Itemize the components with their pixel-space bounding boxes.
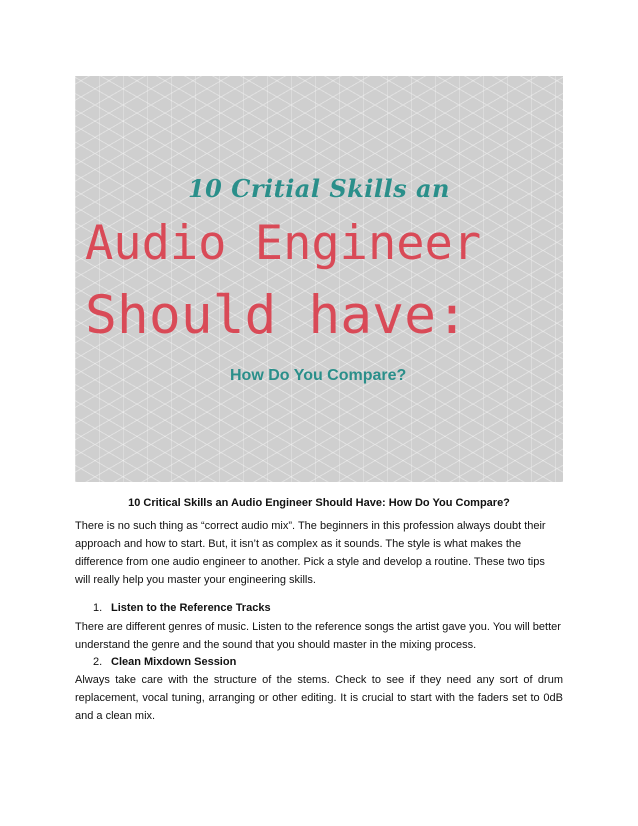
list-heading-text: Clean Mixdown Session xyxy=(111,656,237,668)
image-caption: 10 Critical Skills an Audio Engineer Should Have: How Do You Compare? xyxy=(128,497,510,509)
list-number: 1. xyxy=(93,602,103,614)
hero-subtitle: How Do You Compare? xyxy=(230,367,407,384)
list-item-body: There are different genres of music. Listen to the reference songs the artist gave you. You will better understand the genre and the sound that you should master in the mixing process. xyxy=(75,621,561,651)
intro-paragraph: There is no such thing as “correct audio mix”. The beginners in this profession always doubt their approach and how to start. But, it isn’t as complex as it sounds. The style is what makes the difference from one audio engineer to another. Pick a style and develop a routine. These two tips will really help you master your engineering skills. xyxy=(75,520,546,586)
list-item-body: Always take care with the structure of the stems. Check to see if they need any sort of drum replacement, vocal tuning, arranging or other editing. It is crucial to start with the faders set to 0dB and a clean mix. xyxy=(75,674,563,722)
list-heading-text: Listen to the Reference Tracks xyxy=(111,602,271,614)
list-number: 2. xyxy=(93,656,103,668)
hero-title-line1: Audio Engineer xyxy=(85,216,482,271)
list-item-heading xyxy=(93,602,271,614)
hero-title-line2: Should have: xyxy=(85,285,468,346)
hero-image xyxy=(75,76,563,482)
hero-script-title: 10 Critial Skills an xyxy=(187,174,451,203)
list-item-heading xyxy=(93,656,236,668)
